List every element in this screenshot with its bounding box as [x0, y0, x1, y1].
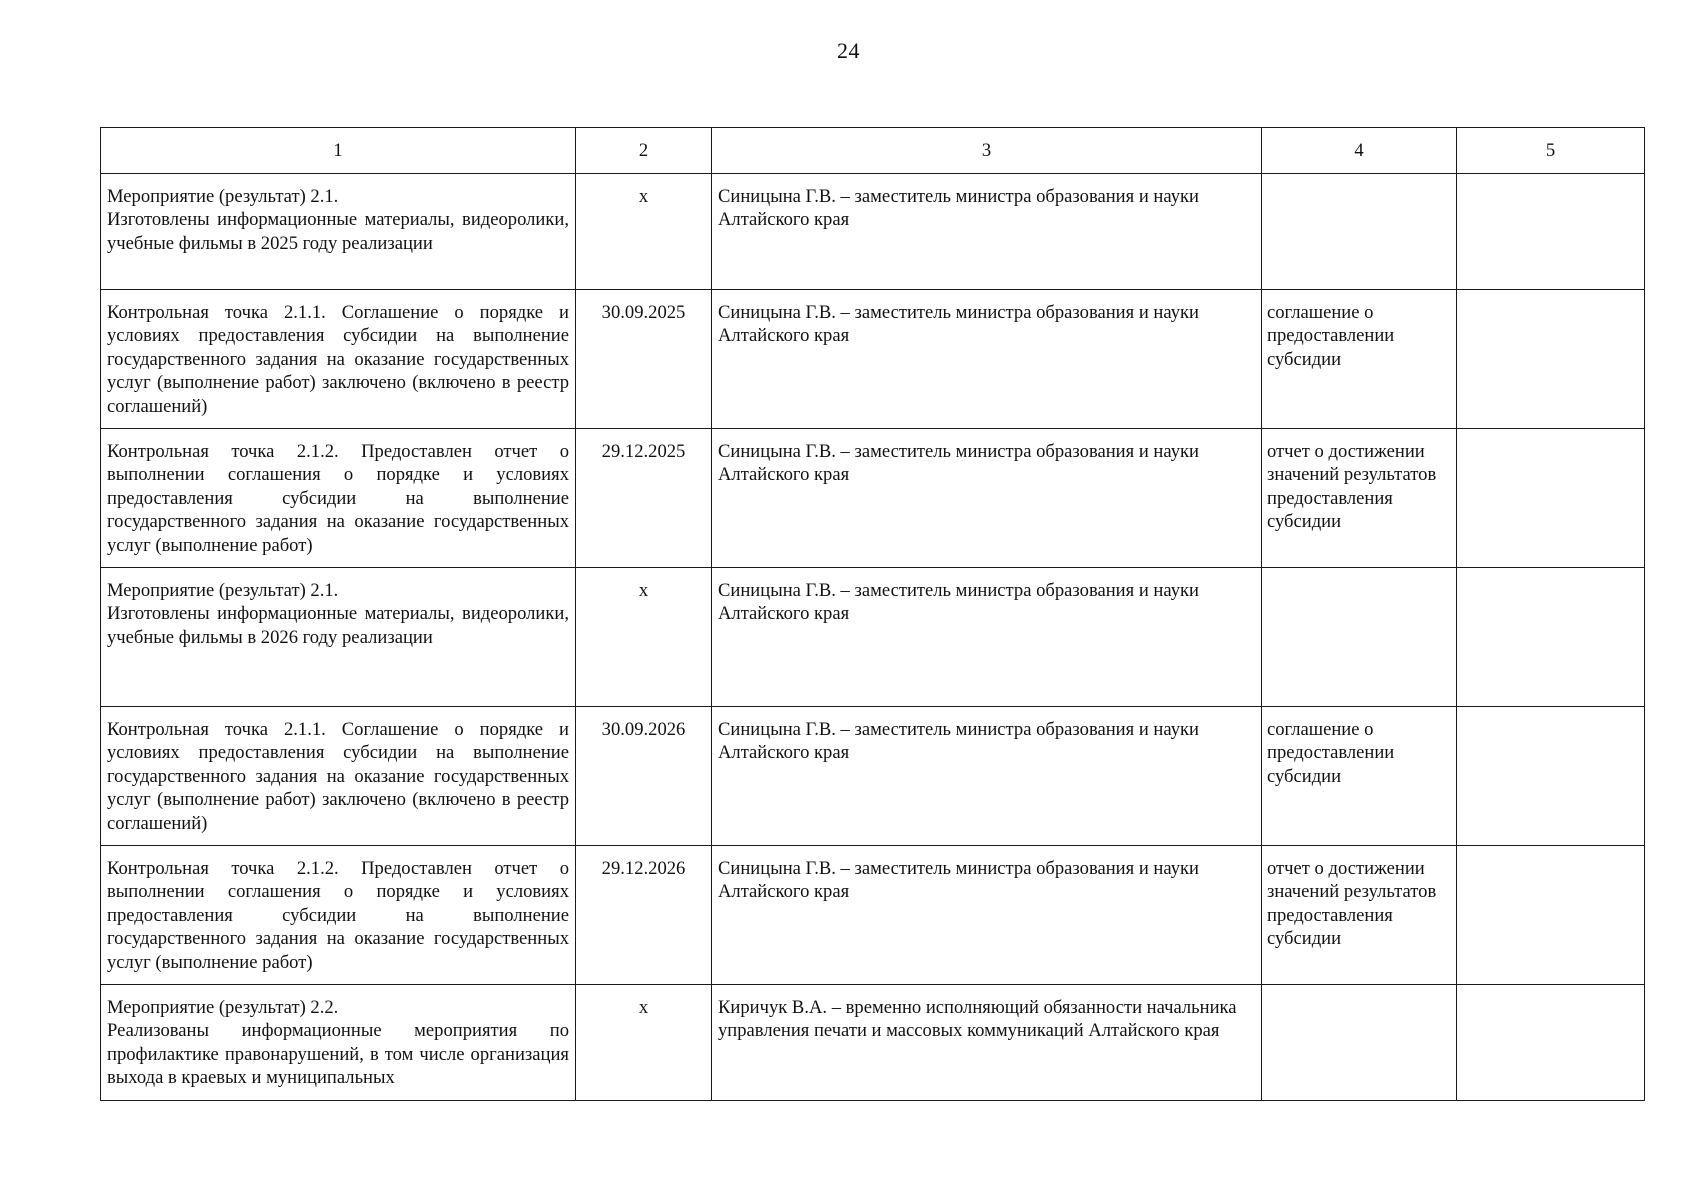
document-cell: отчет о достижении значений результатов предоставления субсидии	[1262, 429, 1457, 568]
table-row	[101, 568, 1645, 707]
extra-cell	[1457, 568, 1645, 707]
table-row	[101, 985, 1645, 1101]
table-row	[101, 707, 1645, 846]
measure-cell	[101, 985, 576, 1101]
extra-cell	[1457, 846, 1645, 985]
document-cell	[1262, 568, 1457, 707]
measure-description: Изготовлены информационные материалы, видеоролики, учебные фильмы в 2026 году реализации	[107, 603, 569, 648]
document-cell: соглашение о предоставлении субсидии	[1262, 707, 1457, 846]
extra-cell	[1457, 985, 1645, 1101]
document-cell	[1262, 174, 1457, 290]
extra-cell	[1457, 290, 1645, 429]
extra-cell	[1457, 174, 1645, 290]
measures-table	[100, 127, 1645, 1101]
column-header-5: 5	[1457, 128, 1645, 174]
extra-cell	[1457, 707, 1645, 846]
document-cell	[1262, 985, 1457, 1101]
responsible-cell: Киричук В.А. – временно исполняющий обязанности начальника управления печати и массовых коммуникаций Алтайского края	[712, 985, 1262, 1101]
column-header-4: 4	[1262, 128, 1457, 174]
responsible-cell: Синицына Г.В. – заместитель министра образования и науки Алтайского края	[712, 846, 1262, 985]
deadline-cell: 29.12.2025	[576, 429, 712, 568]
checkpoint-cell: Контрольная точка 2.1.1. Соглашение о порядке и условиях предоставления субсидии на выполнение государственного задания на оказание государственных услуг (выполнение работ) заключено (включено в реестр соглашений)	[101, 290, 576, 429]
deadline-cell: 30.09.2025	[576, 290, 712, 429]
table-row	[101, 290, 1645, 429]
responsible-cell: Синицына Г.В. – заместитель министра образования и науки Алтайского края	[712, 290, 1262, 429]
column-header-3: 3	[712, 128, 1262, 174]
measure-title: Мероприятие (результат) 2.2.	[107, 997, 339, 1018]
responsible-cell: Синицына Г.В. – заместитель министра образования и науки Алтайского края	[712, 174, 1262, 290]
checkpoint-cell: Контрольная точка 2.1.2. Предоставлен отчет о выполнении соглашения о порядке и условиях предоставления субсидии на выполнение государственного задания на оказание государственных услуг (выполнение работ)	[101, 429, 576, 568]
table-row	[101, 174, 1645, 290]
responsible-cell: Синицына Г.В. – заместитель министра образования и науки Алтайского края	[712, 707, 1262, 846]
deadline-cell: x	[576, 174, 712, 290]
deadline-cell: 30.09.2026	[576, 707, 712, 846]
document-cell: отчет о достижении значений результатов предоставления субсидии	[1262, 846, 1457, 985]
measure-cell	[101, 568, 576, 707]
column-header-1: 1	[101, 128, 576, 174]
table-row	[101, 429, 1645, 568]
responsible-cell: Синицына Г.В. – заместитель министра образования и науки Алтайского края	[712, 568, 1262, 707]
responsible-cell: Синицына Г.В. – заместитель министра образования и науки Алтайского края	[712, 429, 1262, 568]
column-header-2: 2	[576, 128, 712, 174]
document-cell: соглашение о предоставлении субсидии	[1262, 290, 1457, 429]
measure-cell	[101, 174, 576, 290]
extra-cell	[1457, 429, 1645, 568]
measure-title: Мероприятие (результат) 2.1.	[107, 580, 339, 601]
table-header-row	[101, 128, 1645, 174]
table-row	[101, 846, 1645, 985]
deadline-cell: x	[576, 568, 712, 707]
checkpoint-cell: Контрольная точка 2.1.2. Предоставлен отчет о выполнении соглашения о порядке и условиях предоставления субсидии на выполнение государственного задания на оказание государственных услуг (выполнение работ)	[101, 846, 576, 985]
measure-description: Изготовлены информационные материалы, видеоролики, учебные фильмы в 2025 году реализации	[107, 209, 569, 254]
deadline-cell: x	[576, 985, 712, 1101]
deadline-cell: 29.12.2026	[576, 846, 712, 985]
page-number: 24	[837, 38, 860, 63]
measure-title: Мероприятие (результат) 2.1.	[107, 186, 339, 207]
checkpoint-cell: Контрольная точка 2.1.1. Соглашение о порядке и условиях предоставления субсидии на выполнение государственного задания на оказание государственных услуг (выполнение работ) заключено (включено в реестр соглашений)	[101, 707, 576, 846]
measure-description: Реализованы информационные мероприятия по профилактике правонарушений, в том числе организация выхода в краевых и муниципальных	[107, 1020, 569, 1089]
